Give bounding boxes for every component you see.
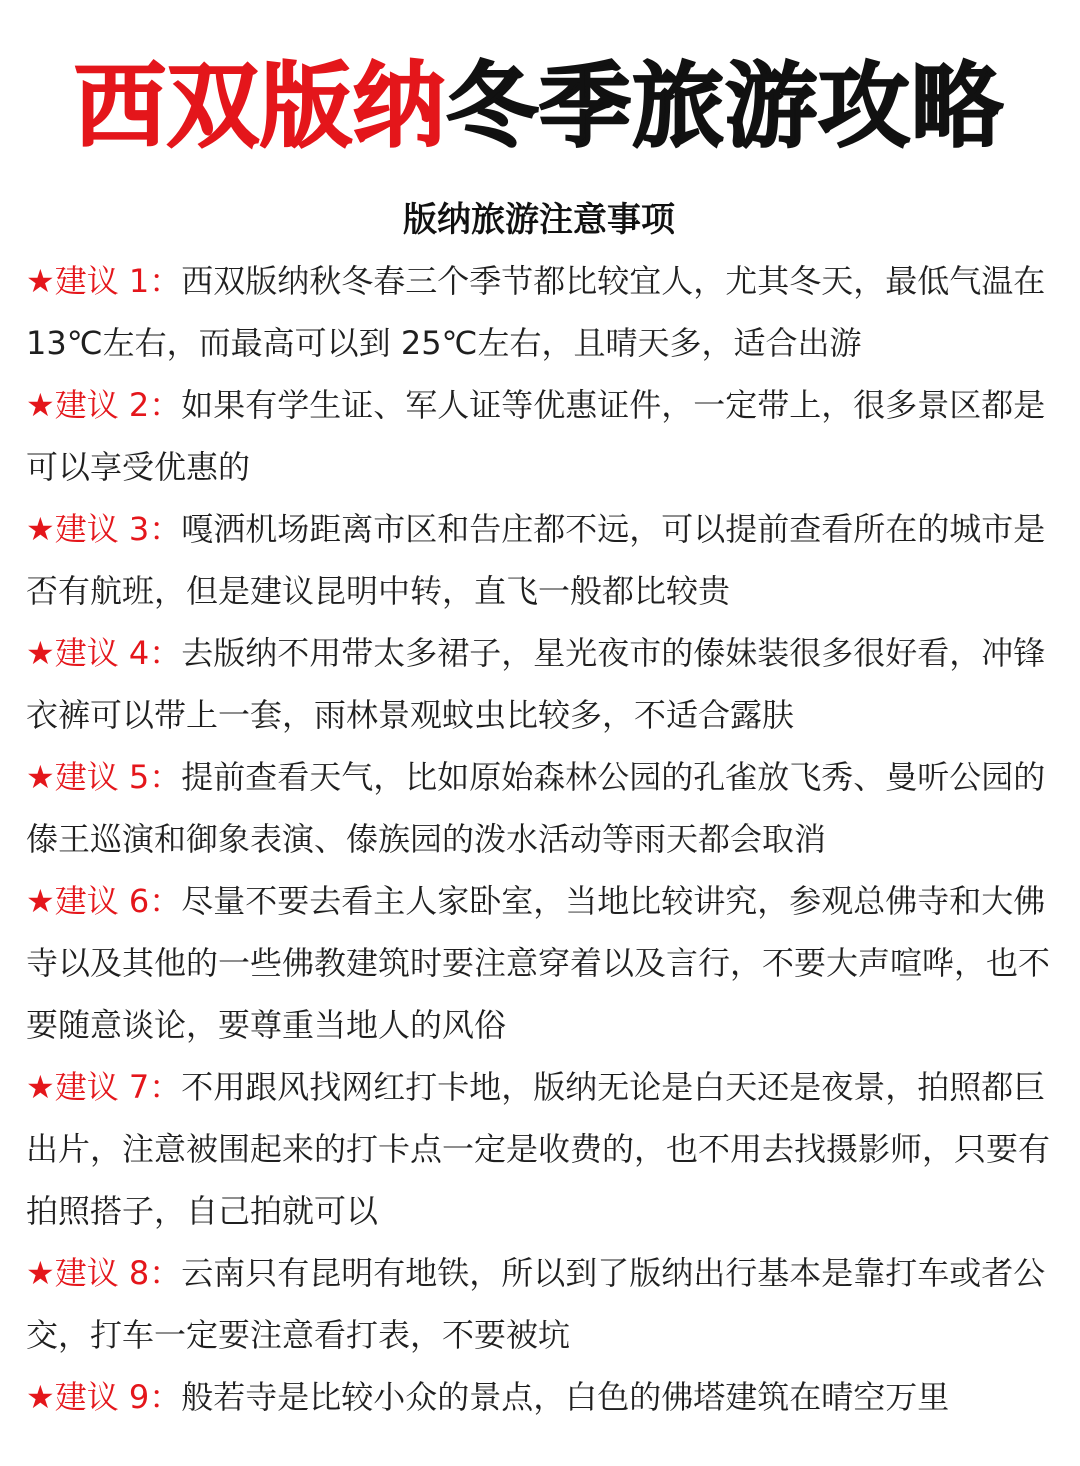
- tip-text: 提前查看天气，比如原始森林公园的孔雀放飞秀、曼听公园的傣王巡演和御象表演、傣族园的泼水活动等雨天都会取消: [26, 758, 1046, 858]
- tip-text: 嘎洒机场距离市区和告庄都不远，可以提前查看所在的城市是否有航班，但是建议昆明中转，直飞一般都比较贵: [26, 510, 1046, 610]
- tip-item-7: [26, 1056, 1052, 1242]
- tip-text: 西双版纳秋冬春三个季节都比较宜人，尤其冬天，最低气温在 13℃左右，而最高可以到 25℃左右，且晴天多，适合出游: [26, 262, 1046, 362]
- tip-label: ★建议 1：: [26, 262, 182, 300]
- page-title-red-part: 西双版纳: [73, 53, 446, 160]
- page-title: [26, 0, 1052, 172]
- page-title-black-part: 冬季旅游攻略: [446, 53, 1005, 160]
- tip-label: ★建议 3：: [26, 510, 182, 548]
- tip-item-5: [26, 746, 1052, 870]
- tip-item-3: [26, 498, 1052, 622]
- tip-label: ★建议 2：: [26, 386, 182, 424]
- section-subtitle: 版纳旅游注意事项: [403, 200, 675, 240]
- tip-item-6: [26, 870, 1052, 1056]
- tip-text: 如果有学生证、军人证等优惠证件，一定带上，很多景区都是可以享受优惠的: [26, 386, 1046, 486]
- tip-item-2: [26, 374, 1052, 498]
- tip-label: ★建议 5：: [26, 758, 182, 796]
- tip-item-4: [26, 622, 1052, 746]
- tip-item-8: [26, 1242, 1052, 1366]
- tip-item-1: [26, 250, 1052, 374]
- tip-label: ★建议 4：: [26, 634, 182, 672]
- tip-label: ★建议 7：: [26, 1068, 182, 1106]
- tip-text: 尽量不要去看主人家卧室，当地比较讲究，参观总佛寺和大佛寺以及其他的一些佛教建筑时要注意穿着以及言行，不要大声喧哗，也不要随意谈论，要尊重当地人的风俗: [26, 882, 1051, 1044]
- tip-label: ★建议 8：: [26, 1254, 182, 1292]
- tip-text: 般若寺是比较小众的景点，白色的佛塔建筑在晴空万里: [181, 1378, 950, 1416]
- tip-item-9: [26, 1366, 1052, 1428]
- tip-label: ★建议 9：: [26, 1378, 182, 1416]
- tip-text: 不用跟风找网红打卡地，版纳无论是白天还是夜景，拍照都巨出片，注意被围起来的打卡点一定是收费的，也不用去找摄影师，只要有拍照搭子，自己拍就可以: [26, 1068, 1051, 1230]
- tip-text: 云南只有昆明有地铁，所以到了版纳出行基本是靠打车或者公交，打车一定要注意看打表，不要被坑: [26, 1254, 1046, 1354]
- tip-text: 去版纳不用带太多裙子，星光夜市的傣妹装很多很好看，冲锋衣裤可以带上一套，雨林景观蚊虫比较多，不适合露肤: [26, 634, 1046, 734]
- tips-list: [26, 250, 1052, 1428]
- tip-label: ★建议 6：: [26, 882, 182, 920]
